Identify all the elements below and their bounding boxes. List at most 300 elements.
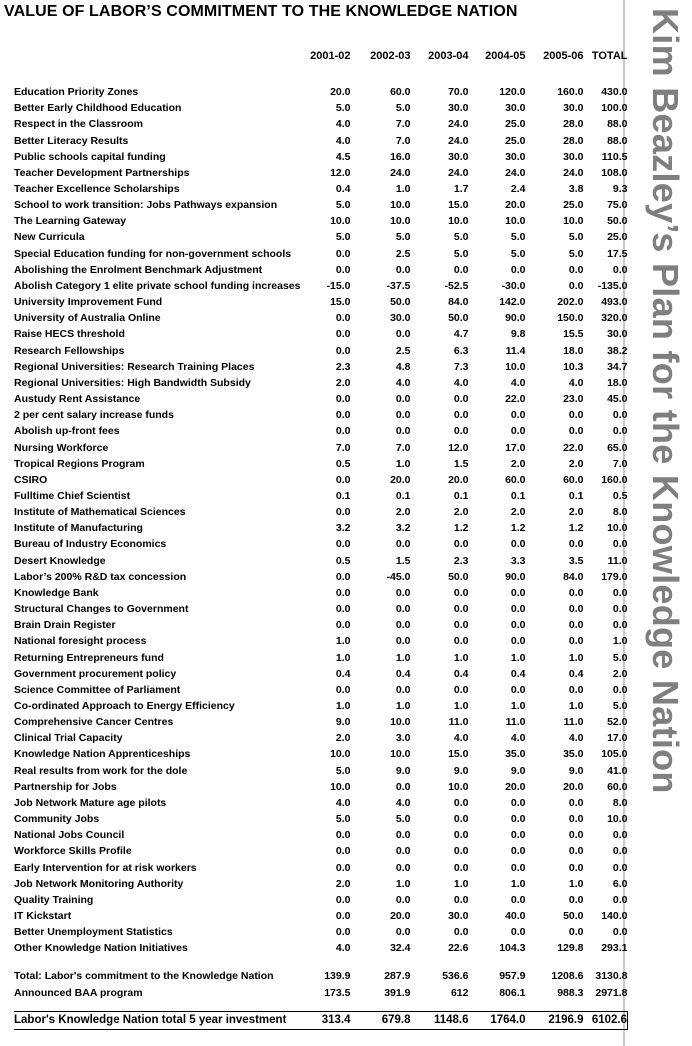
row-year-value: 0.0: [453, 796, 469, 809]
row-label: Better Early Childhood Education: [14, 102, 182, 115]
row-year-value: 0.0: [453, 603, 469, 616]
total-row: [14, 968, 628, 985]
row-year-value: 50.0: [448, 312, 469, 325]
row-year-value: 4.0: [395, 796, 411, 809]
row-year-value: 2.4: [510, 183, 526, 196]
row-label: National foresight process: [14, 635, 147, 648]
row-total-value: 5.0: [612, 700, 628, 713]
row-year-value: 0.0: [453, 635, 469, 648]
row-year-value: 24.0: [390, 166, 411, 179]
row-label: Labor's Knowledge Nation total 5 year investment: [14, 1012, 301, 1030]
row-label: Institute of Manufacturing: [14, 522, 143, 535]
column-header: 2003-04: [428, 50, 469, 62]
row-label: University Improvement Fund: [14, 296, 163, 309]
row-year-value: 30.0: [448, 150, 469, 163]
row-year-value: 0.0: [510, 586, 526, 599]
row-year-value: 0.0: [395, 893, 411, 906]
row-year-value: 20.0: [330, 86, 351, 99]
row-year-value: 2.5: [395, 247, 411, 260]
table-row: [14, 149, 628, 165]
row-year-value: 4.0: [453, 732, 469, 745]
row-year-value: 10.0: [330, 780, 351, 793]
table-row: [14, 326, 628, 342]
row-total-value: 0.0: [612, 861, 628, 874]
row-total-value: 50.0: [607, 215, 628, 228]
column-header: TOTAL: [591, 50, 628, 62]
row-year-value: 60.0: [563, 473, 584, 486]
row-year-value: 0.1: [335, 489, 351, 502]
row-year-value: 0.0: [453, 425, 469, 438]
table-row: [14, 763, 628, 779]
row-year-value: 25.0: [505, 118, 526, 131]
row-year-value: 0.0: [568, 861, 584, 874]
row-total-value: 493.0: [601, 296, 628, 309]
row-year-value: 0.0: [510, 635, 526, 648]
row-year-value: 30.0: [505, 150, 526, 163]
row-total-value: 0.5: [612, 489, 628, 502]
column-header: 2004-05: [485, 50, 526, 62]
table-row: [14, 876, 628, 892]
row-total-value: 0.0: [612, 538, 628, 551]
column-header: 2001-02: [310, 50, 351, 62]
row-total-value: 9.3: [612, 183, 628, 196]
row-total-value: 88.0: [607, 134, 628, 147]
row-year-value: -15.0: [326, 279, 351, 292]
row-year-value: 5.0: [335, 231, 351, 244]
row-year-value: 2.0: [510, 457, 526, 470]
row-year-value: 50.0: [448, 570, 469, 583]
row-year-value: 10.0: [390, 199, 411, 212]
row-total-value: 38.2: [607, 344, 628, 357]
row-year-value: 0.4: [453, 667, 469, 680]
row-year-value: 4.0: [335, 942, 351, 955]
row-year-value: 0.0: [335, 845, 351, 858]
table-row: [14, 229, 628, 245]
row-year-value: 0.0: [395, 845, 411, 858]
row-year-value: 0.0: [453, 619, 469, 632]
row-total-value: 430.0: [601, 86, 628, 99]
table-row: [14, 246, 628, 262]
row-year-value: 0.0: [568, 845, 584, 858]
row-total-value: 0.0: [612, 926, 628, 939]
row-total-value: 2971.8: [595, 987, 628, 1000]
row-year-value: 20.0: [505, 780, 526, 793]
row-year-value: 0.4: [335, 183, 351, 196]
table-row: [14, 746, 628, 762]
row-year-value: 1.0: [395, 700, 411, 713]
table-row: [14, 197, 628, 213]
row-year-value: 9.8: [510, 328, 526, 341]
row-year-value: 0.0: [395, 409, 411, 422]
row-year-value: 0.0: [335, 473, 351, 486]
row-year-value: 22.0: [505, 393, 526, 406]
row-year-value: 2.0: [335, 877, 351, 890]
row-total-value: 17.5: [607, 247, 628, 260]
table-row: [14, 456, 628, 472]
row-label: Brain Drain Register: [14, 619, 116, 632]
row-total-value: 8.0: [612, 506, 628, 519]
row-year-value: 9.0: [568, 764, 584, 777]
row-label: Desert Knowledge: [14, 554, 106, 567]
row-label: Bureau of Industry Economics: [14, 538, 167, 551]
column-header: 2002-03: [370, 50, 411, 62]
row-year-value: 0.0: [510, 263, 526, 276]
row-label: 2 per cent salary increase funds: [14, 409, 174, 422]
row-year-value: 1.2: [568, 522, 584, 535]
row-year-value: -52.5: [444, 279, 469, 292]
row-year-value: 11.4: [505, 344, 526, 357]
row-year-value: 0.0: [395, 861, 411, 874]
table-row: [14, 553, 628, 569]
row-year-value: 20.0: [390, 910, 411, 923]
row-total-value: 0.0: [612, 409, 628, 422]
row-year-value: 24.0: [448, 134, 469, 147]
row-year-value: 2.0: [568, 506, 584, 519]
row-year-value: 173.5: [324, 987, 351, 1000]
table-row: [14, 827, 628, 843]
row-year-value: 957.9: [499, 970, 526, 983]
row-year-value: 4.0: [568, 376, 584, 389]
table-row: [14, 714, 628, 730]
row-year-value: 4.0: [510, 732, 526, 745]
row-label: Teacher Development Partnerships: [14, 166, 190, 179]
row-year-value: 1.0: [453, 877, 469, 890]
row-label: Labor’s 200% R&D tax concession: [14, 570, 187, 583]
row-year-value: 2.0: [395, 506, 411, 519]
row-year-value: 5.0: [395, 231, 411, 244]
row-year-value: 7.0: [335, 441, 351, 454]
row-year-value: 5.0: [568, 247, 584, 260]
row-year-value: 1148.6: [411, 1012, 469, 1030]
row-label: Nursing Workforce: [14, 441, 109, 454]
row-total-value: 105.0: [601, 748, 628, 761]
row-year-value: 9.0: [335, 716, 351, 729]
row-year-value: 1.0: [510, 700, 526, 713]
row-year-value: 0.0: [568, 603, 584, 616]
row-year-value: 0.0: [510, 683, 526, 696]
table-row: [14, 310, 628, 326]
row-year-value: 0.0: [335, 344, 351, 357]
row-year-value: 0.0: [568, 279, 584, 292]
row-total-value: 41.0: [607, 764, 628, 777]
row-label: Job Network Mature age pilots: [14, 796, 167, 809]
row-year-value: 0.0: [335, 603, 351, 616]
page-title: VALUE OF LABOR’S COMMITMENT TO THE KNOWLEDGE NATION: [4, 3, 518, 20]
row-label: Better Unemployment Statistics: [14, 926, 173, 939]
row-label: Government procurement policy: [14, 667, 177, 680]
row-year-value: 0.1: [395, 489, 411, 502]
row-total-value: 108.0: [601, 166, 628, 179]
header-label-spacer: [14, 50, 301, 66]
row-label: Abolishing the Enrolment Benchmark Adjustment: [14, 263, 263, 276]
row-label: Abolish Category 1 elite private school funding increases: [14, 279, 301, 292]
spacer-row: [14, 956, 628, 968]
row-year-value: 0.0: [335, 683, 351, 696]
row-year-value: 0.0: [395, 683, 411, 696]
row-total-value: 8.0: [612, 796, 628, 809]
table-row: [14, 294, 628, 310]
table-row: [14, 666, 628, 682]
row-year-value: 0.0: [335, 893, 351, 906]
row-year-value: 160.0: [557, 86, 584, 99]
row-year-value: 0.0: [568, 538, 584, 551]
row-total-value: 11.0: [607, 554, 628, 567]
row-year-value: 3.5: [568, 554, 584, 567]
row-year-value: 0.0: [510, 603, 526, 616]
row-total-value: 18.0: [607, 376, 628, 389]
row-label: New Curricula: [14, 231, 85, 244]
row-year-value: 9.0: [453, 764, 469, 777]
row-year-value: 9.0: [510, 764, 526, 777]
row-year-value: 2196.9: [526, 1012, 584, 1030]
row-year-value: 0.0: [395, 603, 411, 616]
row-total-value: 160.0: [601, 473, 628, 486]
row-year-value: 0.4: [510, 667, 526, 680]
row-year-value: 10.0: [330, 748, 351, 761]
row-year-value: 0.0: [453, 538, 469, 551]
row-label: Clinical Trial Capacity: [14, 732, 123, 745]
row-total-value: 88.0: [607, 118, 628, 131]
row-year-value: 0.0: [568, 829, 584, 842]
side-title: Kim Beazley’s Plan for the Knowledge Nation: [645, 8, 686, 794]
row-year-value: 5.0: [395, 813, 411, 826]
row-year-value: 1.0: [568, 877, 584, 890]
row-total-value: 0.0: [612, 603, 628, 616]
row-total-value: 0.0: [612, 893, 628, 906]
row-year-value: 5.0: [335, 764, 351, 777]
row-year-value: 0.0: [335, 926, 351, 939]
row-year-value: 1.0: [335, 651, 351, 664]
header-row: [14, 50, 628, 66]
row-year-value: 35.0: [563, 748, 584, 761]
row-total-value: 45.0: [607, 393, 628, 406]
row-year-value: 679.8: [351, 1012, 411, 1030]
row-year-value: 24.0: [563, 166, 584, 179]
row-label: Austudy Rent Assistance: [14, 393, 141, 406]
commitment-table: [14, 50, 628, 1030]
row-year-value: 60.0: [390, 86, 411, 99]
table-row: [14, 569, 628, 585]
row-year-value: 15.0: [448, 199, 469, 212]
row-year-value: 4.8: [395, 360, 411, 373]
table-row: [14, 165, 628, 181]
row-year-value: 391.9: [384, 987, 411, 1000]
row-year-value: 2.0: [453, 506, 469, 519]
row-year-value: 4.5: [335, 150, 351, 163]
table-row: [14, 423, 628, 439]
row-year-value: 32.4: [390, 942, 411, 955]
row-label: The Learning Gateway: [14, 215, 127, 228]
row-year-value: 287.9: [384, 970, 411, 983]
row-year-value: 0.0: [568, 263, 584, 276]
row-year-value: 0.0: [510, 893, 526, 906]
row-year-value: 1.5: [395, 554, 411, 567]
row-total-value: 0.0: [612, 845, 628, 858]
row-year-value: 0.0: [335, 829, 351, 842]
row-label: Better Literacy Results: [14, 134, 129, 147]
row-year-value: 0.0: [568, 635, 584, 648]
table-row: [14, 488, 628, 504]
row-year-value: 139.9: [324, 970, 351, 983]
row-year-value: 25.0: [505, 134, 526, 147]
row-total-value: 100.0: [601, 102, 628, 115]
row-year-value: 0.0: [453, 893, 469, 906]
row-year-value: 10.0: [448, 780, 469, 793]
row-year-value: 50.0: [390, 296, 411, 309]
row-year-value: 1.5: [453, 457, 469, 470]
row-year-value: 6.3: [453, 344, 469, 357]
row-label: Co-ordinated Approach to Energy Efficiency: [14, 700, 235, 713]
row-total-value: 5.0: [612, 651, 628, 664]
table-row: [14, 811, 628, 827]
row-total-value: 34.7: [607, 360, 628, 373]
row-year-value: 2.5: [395, 344, 411, 357]
row-year-value: 3.0: [395, 732, 411, 745]
row-year-value: 0.0: [510, 425, 526, 438]
row-year-value: 1.0: [395, 877, 411, 890]
row-label: Early Intervention for at risk workers: [14, 861, 197, 874]
row-year-value: 0.0: [510, 813, 526, 826]
table-row: [14, 100, 628, 116]
row-year-value: 60.0: [505, 473, 526, 486]
row-year-value: 0.0: [395, 619, 411, 632]
row-label: Abolish up-front fees: [14, 425, 120, 438]
row-year-value: 0.0: [395, 328, 411, 341]
row-year-value: -30.0: [501, 279, 526, 292]
row-label: CSIRO: [14, 473, 48, 486]
row-year-value: 30.0: [448, 910, 469, 923]
row-year-value: 5.0: [335, 102, 351, 115]
row-year-value: 10.0: [390, 215, 411, 228]
row-label: Partnership for Jobs: [14, 780, 117, 793]
row-year-value: 0.0: [335, 425, 351, 438]
row-year-value: 7.3: [453, 360, 469, 373]
row-year-value: 10.0: [505, 215, 526, 228]
row-year-value: 0.0: [453, 813, 469, 826]
row-total-value: 0.0: [612, 829, 628, 842]
row-total-value: 0.0: [612, 586, 628, 599]
row-year-value: 7.0: [395, 134, 411, 147]
row-year-value: 0.0: [453, 409, 469, 422]
row-year-value: 988.3: [557, 987, 584, 1000]
row-year-value: 12.0: [330, 166, 351, 179]
row-year-value: 0.0: [335, 538, 351, 551]
table-row: [14, 892, 628, 908]
row-year-value: 1.7: [453, 183, 469, 196]
spacer-row: [14, 1002, 628, 1012]
row-year-value: 0.0: [510, 861, 526, 874]
row-year-value: 1764.0: [469, 1012, 526, 1030]
row-year-value: 0.0: [395, 586, 411, 599]
row-year-value: 30.0: [505, 102, 526, 115]
row-year-value: 4.0: [510, 376, 526, 389]
row-total-value: 0.0: [612, 619, 628, 632]
row-label: Public schools capital funding: [14, 150, 166, 163]
row-label: Structural Changes to Government: [14, 603, 189, 616]
row-year-value: 11.0: [563, 716, 584, 729]
row-year-value: 104.3: [499, 942, 526, 955]
row-year-value: 25.0: [563, 199, 584, 212]
row-year-value: 1.2: [453, 522, 469, 535]
row-year-value: 0.0: [568, 586, 584, 599]
row-label: Returning Entrepreneurs fund: [14, 651, 164, 664]
row-total-value: 25.0: [607, 231, 628, 244]
row-year-value: 0.0: [453, 926, 469, 939]
row-year-value: 1.0: [395, 457, 411, 470]
table-row: [14, 617, 628, 633]
row-year-value: 0.0: [510, 409, 526, 422]
row-year-value: 10.0: [330, 215, 351, 228]
row-year-value: 0.0: [568, 893, 584, 906]
row-year-value: 0.0: [335, 586, 351, 599]
table-row: [14, 278, 628, 294]
row-year-value: 0.0: [335, 247, 351, 260]
row-total-value: 30.0: [607, 328, 628, 341]
row-total-value: 10.0: [607, 522, 628, 535]
table-row: [14, 520, 628, 536]
row-label: Education Priority Zones: [14, 86, 139, 99]
row-year-value: 12.0: [448, 441, 469, 454]
row-year-value: 0.0: [568, 813, 584, 826]
row-year-value: 1.0: [510, 877, 526, 890]
row-year-value: 120.0: [499, 86, 526, 99]
table-row: [14, 84, 628, 100]
row-year-value: 0.0: [335, 570, 351, 583]
row-year-value: 0.0: [453, 861, 469, 874]
row-year-value: 0.0: [568, 425, 584, 438]
row-year-value: 0.0: [453, 586, 469, 599]
row-year-value: 1.0: [510, 651, 526, 664]
row-year-value: 1.0: [335, 700, 351, 713]
row-year-value: -45.0: [386, 570, 411, 583]
row-year-value: 1.0: [335, 635, 351, 648]
table-body: [14, 66, 628, 1030]
row-label: Comprehensive Cancer Centres: [14, 716, 174, 729]
row-year-value: 15.0: [448, 748, 469, 761]
row-year-value: 3.8: [568, 183, 584, 196]
row-label: Total: Labor's commitment to the Knowledge Nation: [14, 970, 274, 983]
row-total-value: 10.0: [607, 813, 628, 826]
row-year-value: 35.0: [505, 748, 526, 761]
row-label: Fulltime Chief Scientist: [14, 489, 131, 502]
row-label: Community Jobs: [14, 813, 100, 826]
row-year-value: 4.0: [568, 732, 584, 745]
row-label: Real results from work for the dole: [14, 764, 188, 777]
table-row: [14, 343, 628, 359]
row-year-value: 23.0: [563, 393, 584, 406]
row-label: University of Australia Online: [14, 312, 161, 325]
row-year-value: 5.0: [568, 231, 584, 244]
row-year-value: 15.5: [563, 328, 584, 341]
row-year-value: 20.0: [505, 199, 526, 212]
row-year-value: 0.0: [568, 926, 584, 939]
row-year-value: 806.1: [499, 987, 526, 1000]
table-row: [14, 698, 628, 714]
row-label: IT Kickstart: [14, 910, 72, 923]
table-row: [14, 633, 628, 649]
row-year-value: 84.0: [448, 296, 469, 309]
row-year-value: 0.1: [453, 489, 469, 502]
row-year-value: 0.0: [568, 619, 584, 632]
row-total-value: 0.0: [612, 263, 628, 276]
row-year-value: 1208.6: [551, 970, 584, 983]
row-year-value: 28.0: [563, 118, 584, 131]
row-year-value: 70.0: [448, 86, 469, 99]
row-year-value: 18.0: [563, 344, 584, 357]
row-year-value: 0.0: [510, 619, 526, 632]
table-row: [14, 375, 628, 391]
row-year-value: -37.5: [386, 279, 411, 292]
